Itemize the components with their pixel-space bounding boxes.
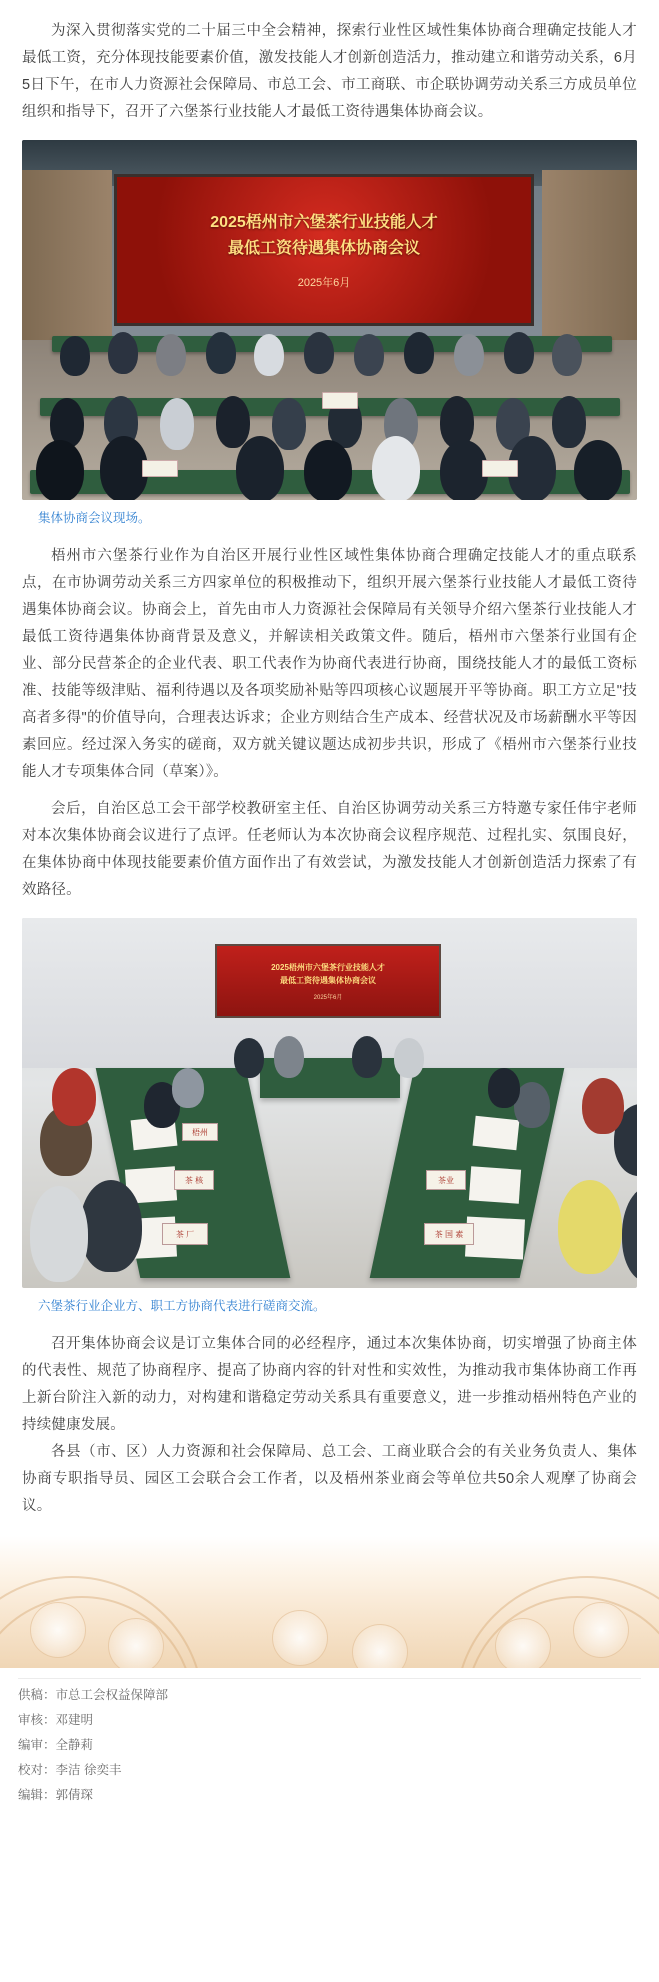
figure-caption-1: 集体协商会议现场。 xyxy=(38,511,151,525)
participant-far xyxy=(352,1036,382,1078)
photo-meeting-hall xyxy=(22,140,637,500)
participant-far xyxy=(234,1038,264,1078)
credits-footer xyxy=(0,1668,659,1824)
attendee-front xyxy=(100,436,148,500)
attendee xyxy=(404,332,434,374)
divider xyxy=(18,1678,641,1679)
attendee xyxy=(108,332,138,374)
participant-left xyxy=(172,1068,204,1108)
attendee-front xyxy=(236,436,284,500)
flower-ornament xyxy=(108,1618,164,1668)
nameplate: 茶 核 xyxy=(174,1170,214,1190)
wall-left xyxy=(22,170,112,350)
participant-far xyxy=(394,1038,424,1078)
attendee xyxy=(206,332,236,374)
banner2-line-2: 最低工资待遇集体协商会议 xyxy=(280,976,376,985)
attendee-front xyxy=(574,440,622,500)
flower-ornament xyxy=(352,1624,408,1668)
attendee-front xyxy=(372,436,420,500)
participant-left xyxy=(80,1180,142,1272)
credit-line-editor-in-chief: 编审：全静莉 xyxy=(18,1738,94,1752)
attendee xyxy=(354,334,384,376)
banner-line-3: 2025年6月 xyxy=(297,277,351,289)
stage-banner xyxy=(114,174,534,326)
attendee xyxy=(254,334,284,376)
flower-ornament xyxy=(495,1618,551,1668)
document xyxy=(473,1116,520,1150)
participant-left xyxy=(30,1186,88,1282)
credit-line-proofreader: 校对：李洁 徐奕丰 xyxy=(18,1763,122,1777)
wall-right xyxy=(542,170,637,355)
paragraph-1: 为深入贯彻落实党的二十届三中全会精神，探索行业性区域性集体协商合理确定技能人才最低工资，充分体现技能要素价值，激发技能人才创新创造活力，推动建立和谐劳动关系，6月5日下午，在市人力资源社会保障局、市总工会、市工商联、市企联协调劳动关系三方成员单位组织和指导下，召开了六堡茶行业技能人才最低工资待遇集体协商会议。 xyxy=(22,23,637,120)
participant-right xyxy=(558,1180,622,1274)
attendee xyxy=(504,332,534,374)
attendee xyxy=(454,334,484,376)
banner2-line-1: 2025梧州市六堡茶行业技能人才 xyxy=(271,963,385,972)
credit-line-contributor: 供稿：市总工会权益保障部 xyxy=(18,1688,169,1702)
nameplate xyxy=(322,392,358,409)
document xyxy=(469,1166,521,1203)
attendee xyxy=(552,396,586,448)
paragraph-4: 召开集体协商会议是订立集体合同的必经程序，通过本次集体协商，切实增强了协商主体的代表性、规范了协商程序、提高了协商内容的针对性和实效性，为推动我市集体协商工作再上新台阶注入新的动力，对构建和谐稳定劳动关系具有重要意义，进一步推动梧州特色产业的持续健康发展。 xyxy=(22,1336,637,1433)
participant-left xyxy=(52,1068,96,1126)
nameplate xyxy=(482,460,518,477)
banner-line-1: 2025梧州市六堡茶行业技能人才 xyxy=(210,214,438,231)
flower-ornament xyxy=(272,1610,328,1666)
participant-right xyxy=(488,1068,520,1108)
attendee xyxy=(156,334,186,376)
banner2-line-3: 2025年6月 xyxy=(313,995,343,1001)
paragraph-5: 各县（市、区）人力资源和社会保障局、总工会、工商业联合会的有关业务负责人、集体协商专职指导员、园区工会联合会工作者，以及梧州茶业商会等单位共50余人观摩了协商会议。 xyxy=(22,1444,637,1514)
flower-ornament xyxy=(573,1602,629,1658)
nameplate xyxy=(142,460,178,477)
participant-right xyxy=(582,1078,624,1134)
figure-caption-2: 六堡茶行业企业方、职工方协商代表进行磋商交流。 xyxy=(38,1299,326,1313)
attendee xyxy=(304,332,334,374)
participant-right xyxy=(622,1186,637,1282)
stage-banner-2 xyxy=(215,944,441,1018)
attendee xyxy=(272,398,306,450)
attendee xyxy=(60,336,90,376)
flower-ornament xyxy=(30,1602,86,1658)
attendee xyxy=(216,396,250,448)
photo-negotiation-table xyxy=(22,918,637,1288)
credit-line-editor: 编辑：郭倩琛 xyxy=(18,1788,94,1802)
paragraph-3: 会后，自治区总工会干部学校教研室主任、自治区协调劳动关系三方特邀专家任伟宇老师对本次集体协商会议进行了点评。任老师认为本次协商会议程序规范、过程扎实、氛围良好，在集体协商中体现技能要素价值方面作出了有效尝试，为激发技能人才创新创造活力探索了有效路径。 xyxy=(22,801,637,898)
banner-line-2: 最低工资待遇集体协商会议 xyxy=(227,240,420,257)
attendee-front xyxy=(36,440,84,500)
decorative-banner xyxy=(0,1536,659,1668)
nameplate: 茶 国 素 xyxy=(424,1223,474,1245)
figure-negotiation-table xyxy=(22,918,637,1317)
nameplate: 茶 厂 xyxy=(162,1223,208,1245)
credit-line-reviewer: 审核：邓建明 xyxy=(18,1713,94,1727)
paragraph-2: 梧州市六堡茶行业作为自治区开展行业性区域性集体协商合理确定技能人才的重点联系点，在市协调劳动关系三方四家单位的积极推动下，组织开展六堡茶行业技能人才最低工资待遇集体协商会议。协商会上，首先由市人力资源社会保障局有关领导介绍六堡茶行业技能人才最低工资待遇集体协商背景及意义，并解读相关政策文件。随后，梧州市六堡茶行业国有企业、部分民营茶企的企业代表、职工代表作为协商代表进行协商，围绕技能人才的最低工资标准、技能等级津贴、福利待遇以及各项奖励补贴等四项核心议题展开平等协商。职工方立足"技高者多得"的价值导向，合理表达诉求；企业方则结合生产成本、经营状况及市场薪酬水平等因素回应。经过深入务实的磋商，双方就关键议题达成初步共识，形成了《梧州市六堡茶行业技能人才专项集体合同（草案）》。 xyxy=(22,548,637,780)
attendee xyxy=(552,334,582,376)
attendee-front xyxy=(440,440,488,500)
nameplate: 梧州 xyxy=(182,1123,218,1141)
participant-far xyxy=(274,1036,304,1078)
figure-meeting-hall xyxy=(22,140,637,529)
attendee-front xyxy=(304,440,352,500)
nameplate: 茶业 xyxy=(426,1170,466,1190)
